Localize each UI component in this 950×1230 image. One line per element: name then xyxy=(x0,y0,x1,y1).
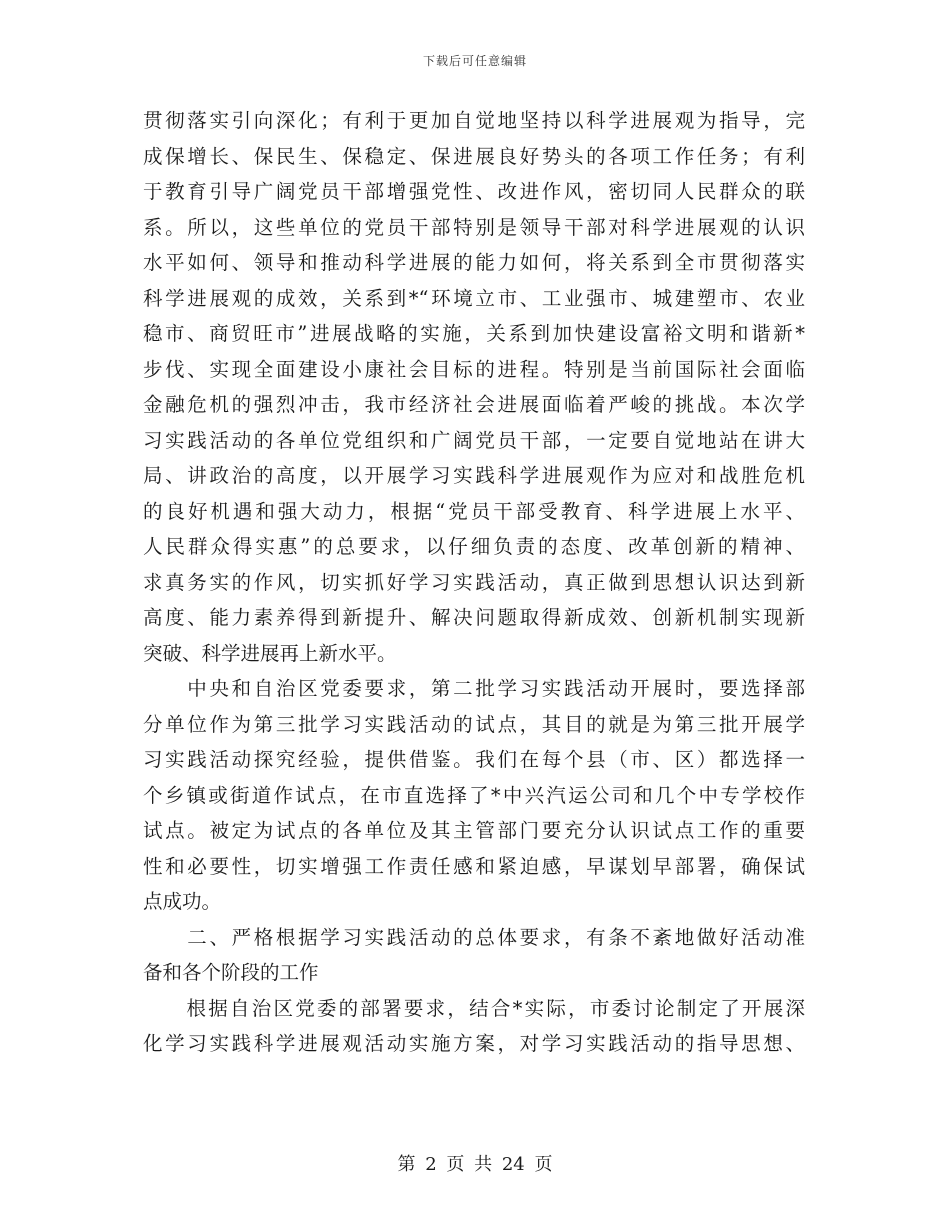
text-line: 的良好机遇和强大动力，根据“党员干部受教育、科学进展上水平、 xyxy=(143,499,805,523)
text-line: 点成功。 xyxy=(143,890,222,913)
text-line: 求真务实的作风，切实抓好学习实践活动，真正做到思想认识达到新 xyxy=(143,570,805,594)
text-line: 二、严格根据学习实践活动的总体要求，有条不紊地做好活动准 xyxy=(143,925,805,949)
body-text xyxy=(143,103,805,1062)
header-note: 下载后可任意编辑 xyxy=(422,54,527,68)
text-line: 习实践活动的各单位党组织和广阔党员干部，一定要自觉地站在讲大 xyxy=(143,428,805,452)
text-line: 水平如何、领导和推动科学进展的能力如何，将关系到全市贯彻落实 xyxy=(143,251,805,274)
text-line: 局、讲政治的高度，以开展学习实践科学进展观作为应对和战胜危机 xyxy=(143,464,805,487)
text-line: 试点。被定为试点的各单位及其主管部门要充分认识试点工作的重要 xyxy=(143,819,805,842)
text-line: 人民群众得实惠”的总要求，以仔细负责的态度、改革创新的精神、 xyxy=(143,535,805,558)
text-line: 中央和自治区党委要求，第二批学习实践活动开展时，要选择部 xyxy=(143,677,805,700)
text-line: 化学习实践科学进展观活动实施方案，对学习实践活动的指导思想、 xyxy=(143,1032,805,1055)
text-line: 贯彻落实引向深化；有利于更加自觉地坚持以科学进展观为指导，完 xyxy=(143,109,805,132)
text-line: 科学进展观的成效，关系到*“环境立市、工业强市、城建塑市、农业 xyxy=(143,286,805,310)
page-number-footer: 第 2 页 共 24 页 xyxy=(397,1154,553,1175)
text-line: 稳市、商贸旺市”进展战略的实施，关系到加快建设富裕文明和谐新* xyxy=(143,322,805,345)
text-line: 突破、科学进展再上新水平。 xyxy=(143,641,397,665)
text-line: 高度、能力素养得到新提升、解决问题取得新成效、创新机制实现新 xyxy=(143,606,805,629)
text-line: 于教育引导广阔党员干部增强党性、改进作风，密切同人民群众的联 xyxy=(143,180,805,203)
text-line: 备和各个阶段的工作 xyxy=(143,961,319,984)
text-line: 成保增长、保民生、保稳定、保进展良好势头的各项工作任务；有利 xyxy=(143,144,805,168)
text-line: 性和必要性，切实增强工作责任感和紧迫感，早谋划早部署，确保试 xyxy=(143,854,805,878)
text-line: 习实践活动探究经验，提供借鉴。我们在每个县（市、区）都选择一 xyxy=(143,748,805,771)
text-line: 根据自治区党委的部署要求，结合*实际，市委讨论制定了开展深 xyxy=(143,996,805,1020)
text-line: 系。所以，这些单位的党员干部特别是领导干部对科学进展观的认识 xyxy=(143,215,805,239)
text-line: 步伐、实现全面建设小康社会目标的进程。特别是当前国际社会面临 xyxy=(143,357,805,381)
text-line: 分单位作为第三批学习实践活动的试点，其目的就是为第三批开展学 xyxy=(143,712,805,736)
text-line: 金融危机的强烈冲击，我市经济社会进展面临着严峻的挑战。本次学 xyxy=(143,393,805,416)
text-line: 个乡镇或街道作试点，在市直选择了*中兴汽运公司和几个中专学校作 xyxy=(143,783,805,807)
